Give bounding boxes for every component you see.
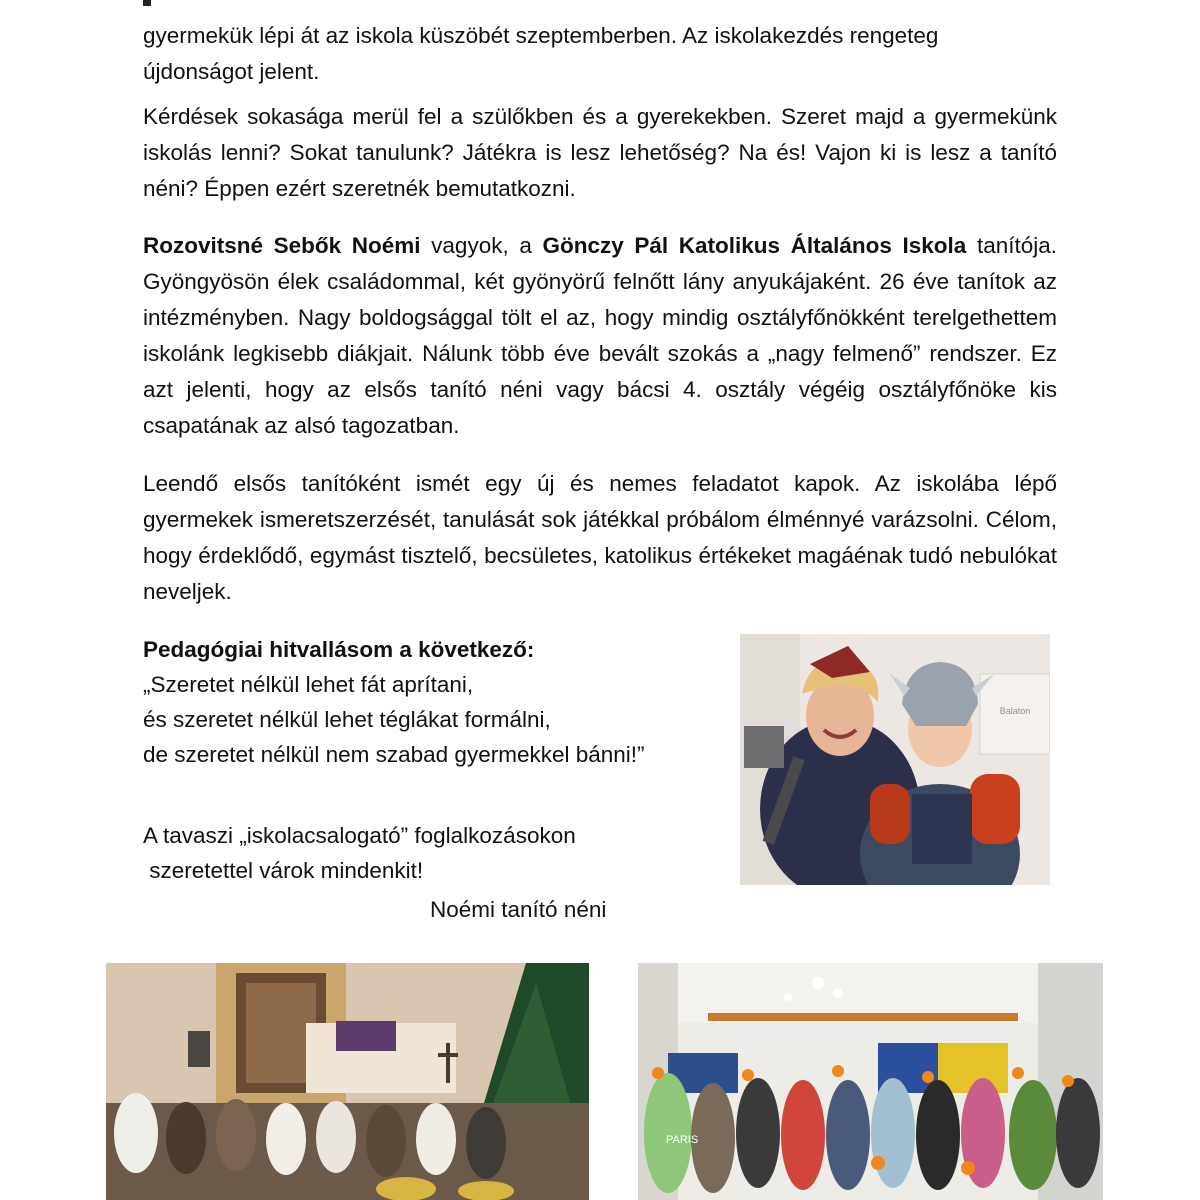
intro-rest: tanítója. Gyöngyösön élek családommal, két gyönyörű felnőtt lány anyukájaként. 26 éve tanítok az intézményben. Nagy boldogsággal tölt el az, hogy mindig osztályfőnökként terelgethettem iskolánk legkisebb diákjait. Nálunk több éve bevált szokás a „nagy felmenő” rendszer. Ez azt jelenti, hogy az elsős tanító néni vagy bácsi 4. osztály végéig osztályfőnöke kis csapatának az alsó tagozatban.: [143, 233, 1058, 438]
intro-line-1: gyermekük lépi át az iskola küszöbét szeptemberben. Az iskolakezdés rengeteg: [143, 23, 939, 48]
goals-paragraph: Leendő elsős tanítóként ismét egy új és nemes feladatot kapok. Az iskolába lépő gyermekek ismeretszerzését, tanulását sok játékkal próbálom élménnyé varázsolni. Célom, hogy érdeklődő, egymást tisztelő, becsületes, katolikus értékeket magáénak tudó nebulókat neveljek.: [143, 471, 1057, 604]
intro-paragraph: [143, 0, 1057, 90]
signature: Noémi tanító néni: [430, 897, 607, 922]
shirt-text: PARIS: [666, 1134, 699, 1146]
closing-line-1: A tavaszi „iskolacsalogató” foglalkozásokon: [143, 823, 576, 848]
motto-line-3: de szeretet nélkül nem szabad gyermekkel bánni!”: [143, 742, 645, 767]
intro-connector: vagyok, a: [420, 233, 543, 258]
closing-line-2: szeretettel várok mindenkit!: [143, 858, 424, 883]
motto-block: [143, 632, 733, 772]
classroom-children-photo: [638, 963, 1103, 1200]
motto-line-2: és szeretet nélkül lehet téglákat formálni,: [143, 707, 551, 732]
teacher-with-child-photo: [740, 634, 1050, 885]
motto-heading: Pedagógiai hitvallásom a következő:: [143, 637, 535, 662]
teacher-name: Rozovitsné Sebők Noémi: [143, 233, 421, 258]
closing-block: [143, 818, 733, 888]
questions-paragraph: Kérdések sokasága merül fel a szülőkben és a gyerekekben. Szeret majd a gyermekünk iskolás lenni? Sokat tanulunk? Játékra is lesz lehetőség? Na és! Vajon ki is lesz a tanító néni? Éppen ezért szeretnék bemutatkozni.: [143, 104, 1057, 201]
wall-sign: Balaton: [999, 706, 1031, 716]
church-nativity-photo: [106, 963, 589, 1200]
cut-line-fragment: [143, 0, 1057, 8]
motto-line-1: „Szeretet nélkül lehet fát aprítani,: [143, 672, 474, 697]
introduction-paragraph: [143, 228, 1057, 444]
school-name: Gönczy Pál Katolikus Általános Iskola: [542, 233, 967, 258]
intro-line-2: újdonságot jelent.: [143, 59, 320, 84]
